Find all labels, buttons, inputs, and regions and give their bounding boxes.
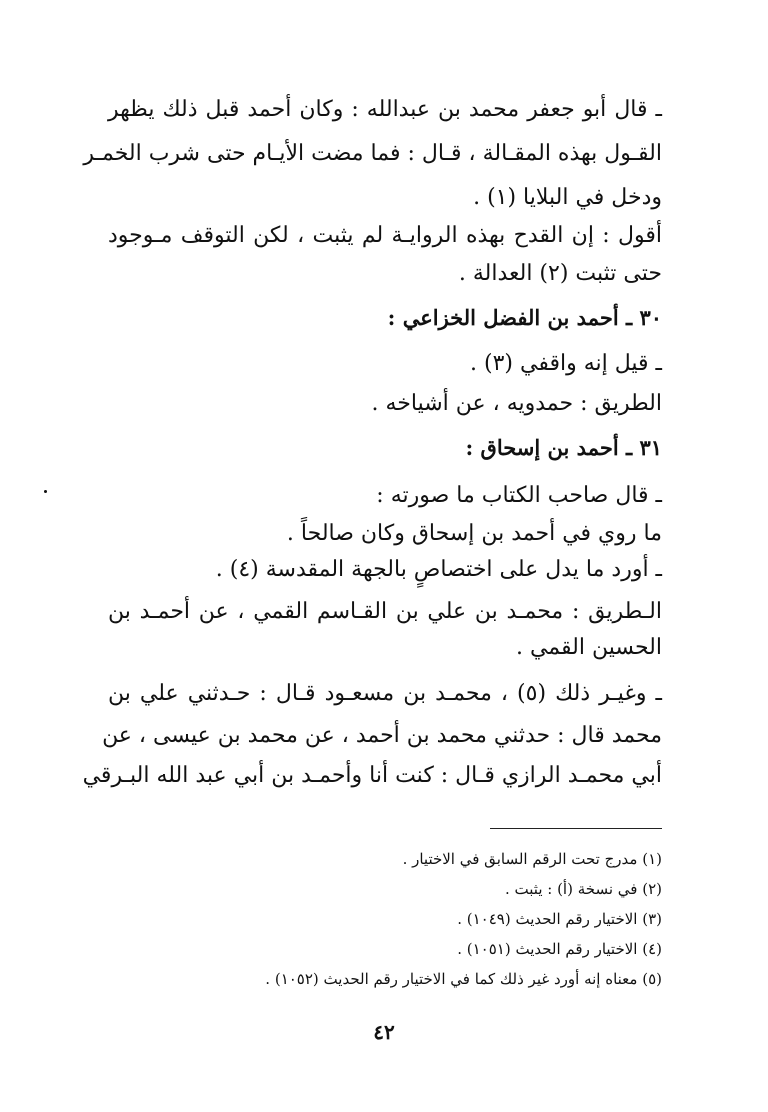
footnote: (٤) الاختيار رقم الحديث (١٠٥١) . <box>457 940 662 958</box>
margin-dot <box>44 490 47 493</box>
body-line: القـول بهذه المقـالة ، قـال : فما مضت الأيـام حتى شرب الخمـر <box>83 141 662 166</box>
body-line: أقول : إن القدح بهذه الروايـة لم يثبت ، لكن التوقف مـوجود <box>108 223 662 248</box>
footnote: (١) مدرج تحت الرقم السابق في الاختيار . <box>402 850 662 868</box>
body-line: ـ أورد ما يدل على اختصاصٍ بالجهة المقدسة (٤) . <box>215 557 662 582</box>
body-line: حتى تثبت (٢) العدالة . <box>458 261 662 286</box>
body-line: ـ قيل إنه واقفي (٣) . <box>470 351 662 376</box>
body-line: ـ قال أبو جعفر محمد بن عبدالله : وكان أحمد قبل ذلك يظهر <box>108 97 662 122</box>
body-line: ودخل في البلايا (١) . <box>473 185 662 210</box>
body-line: الحسين القمي . <box>515 635 662 660</box>
entry-heading: ٣١ ـ أحمد بن إسحاق : <box>465 435 662 460</box>
body-line: ـ قال صاحب الكتاب ما صورته : <box>376 483 662 508</box>
footnote-separator <box>490 828 662 829</box>
body-line: الـطريق : محمـد بن علي بن القـاسم القمي ، عن أحمـد بن <box>108 599 663 624</box>
page-number: ٤٢ <box>373 1020 395 1044</box>
footnote: (٢) في نسخة (أ) : يثبت . <box>505 880 662 898</box>
body-line: ـ وغيـر ذلك (٥) ، محمـد بن مسعـود قـال : حـدثني علي بن <box>108 681 662 706</box>
footnote: (٣) الاختيار رقم الحديث (١٠٤٩) . <box>457 910 662 928</box>
entry-heading: ٣٠ ـ أحمد بن الفضل الخزاعي : <box>387 305 662 330</box>
body-line: ما روي في أحمد بن إسحاق وكان صالحاً . <box>286 521 662 546</box>
body-line: الطريق : حمدويه ، عن أشياخه . <box>371 391 662 416</box>
body-line: محمد قال : حدثني محمد بن أحمد ، عن محمد بن عيسى ، عن <box>102 723 662 748</box>
body-line: أبي محمـد الرازي قـال : كنت أنا وأحمـد بن أبي عبد الله البـرقي <box>82 763 662 788</box>
footnote: (٥) معناه إنه أورد غير ذلك كما في الاختيار رقم الحديث (١٠٥٢) . <box>265 970 662 988</box>
